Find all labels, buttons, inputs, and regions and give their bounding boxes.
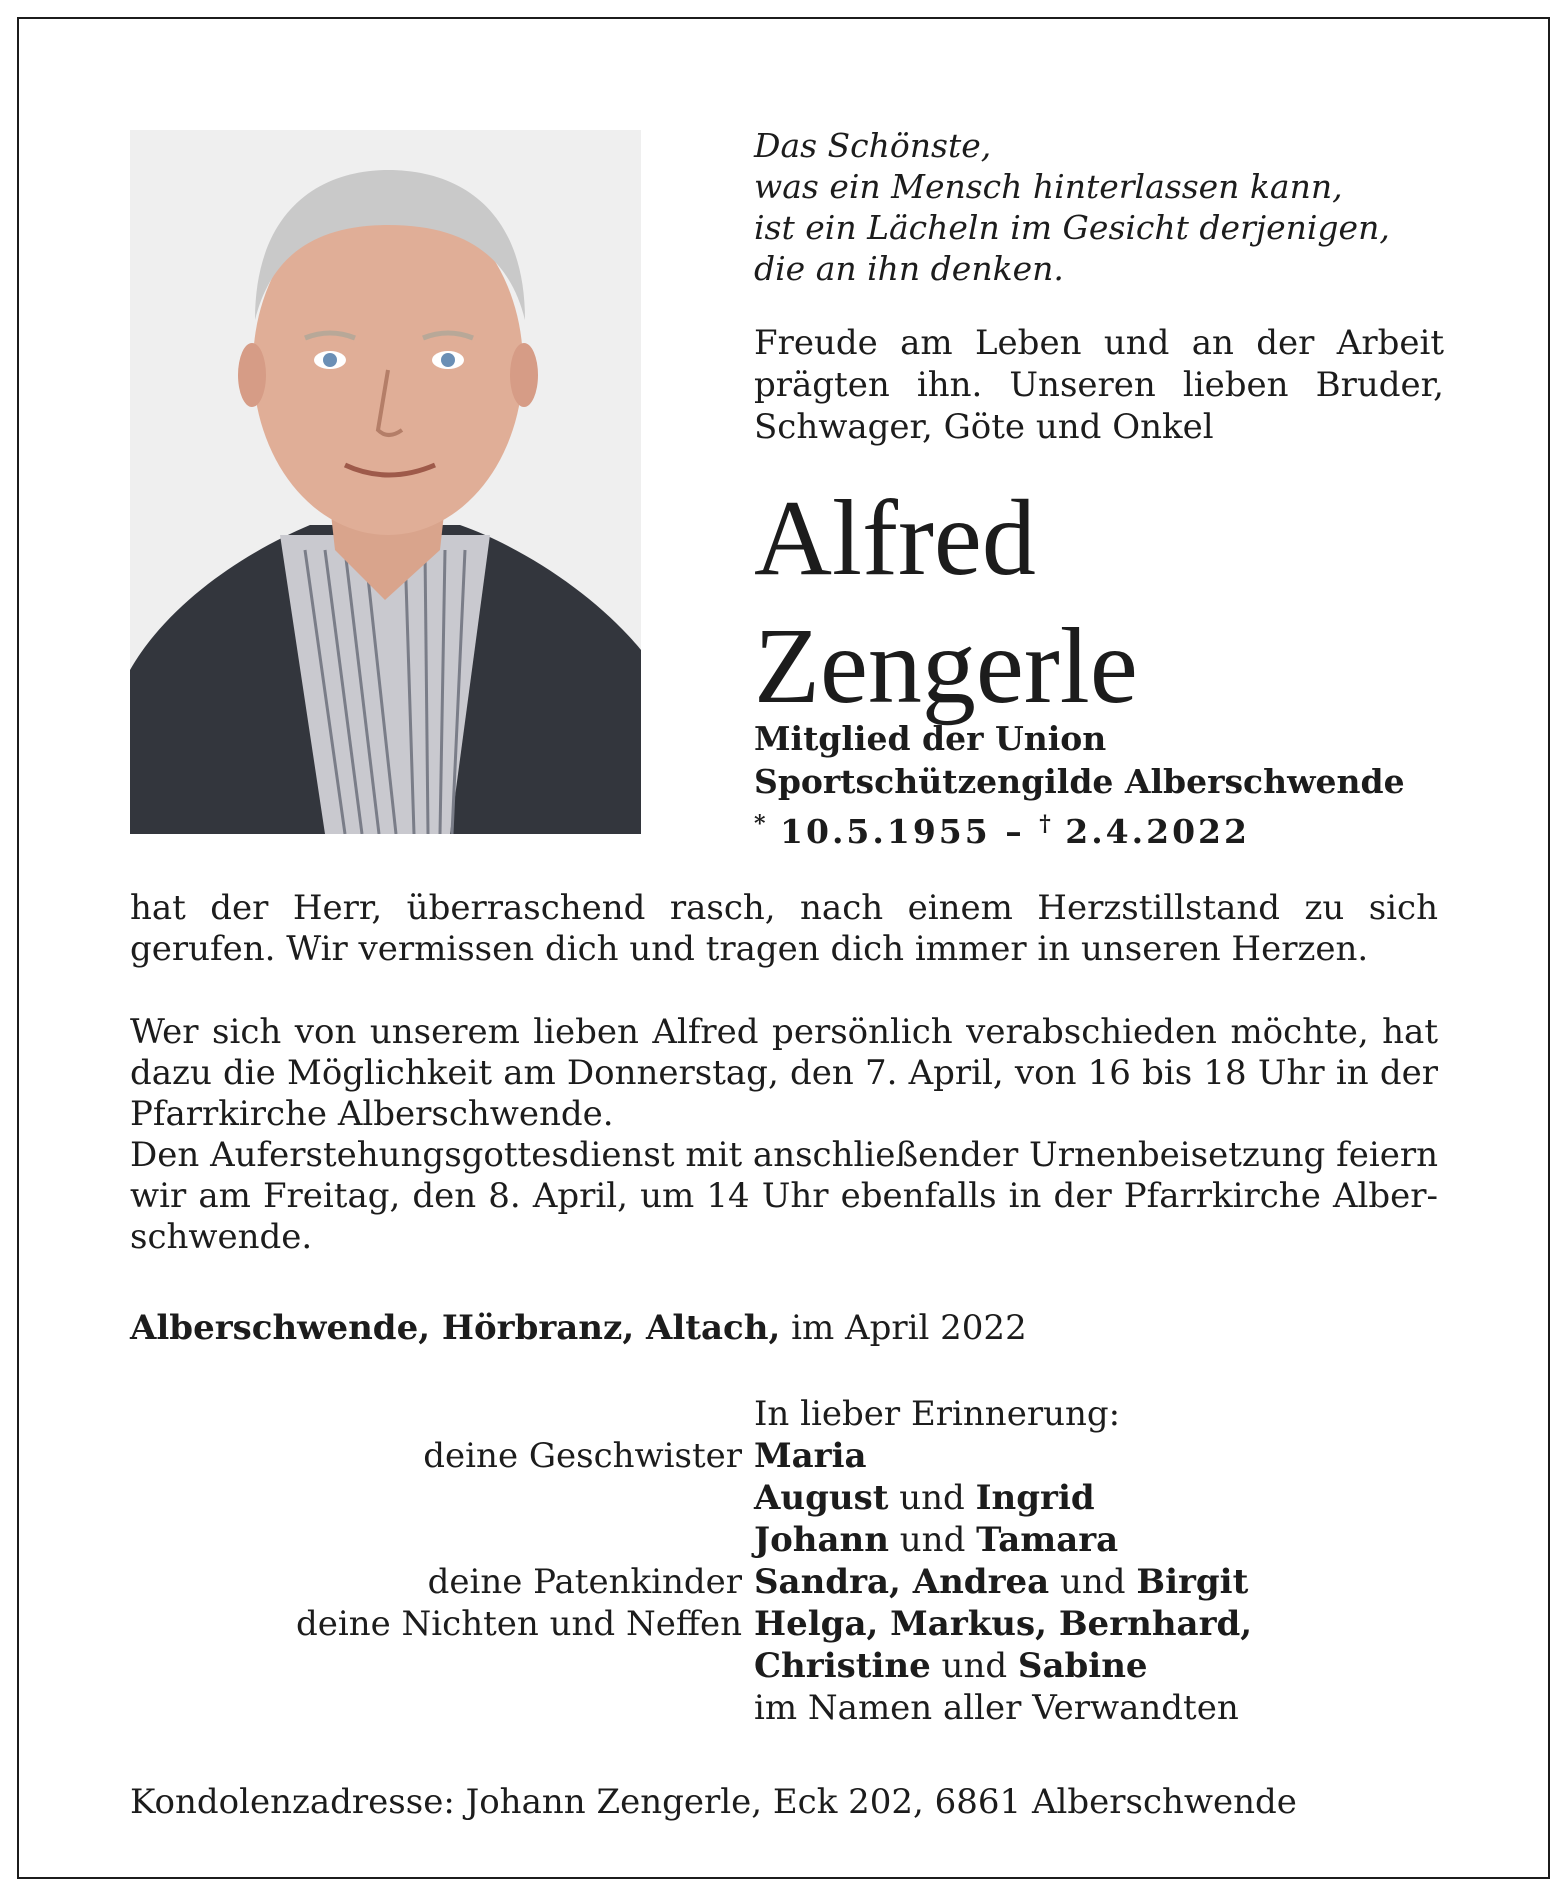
quote-line: ist ein Lächeln im Gesicht derjenigen, [754, 208, 1390, 247]
portrait-illustration [130, 130, 641, 834]
quote-line: die an ihn denken. [754, 249, 1064, 288]
sibling-name: August [754, 1478, 889, 1518]
sibling-name: Johann [754, 1520, 889, 1560]
and-word: und [899, 1478, 965, 1518]
service-paragraph [130, 1012, 1438, 1258]
death-date: 2.4.2022 [1065, 812, 1250, 851]
memorial-quote [754, 125, 1444, 289]
nieces-label: deine Nichten und Neffen [295, 1604, 742, 1644]
nieces-names: Helga, Markus, Bernhard, [754, 1604, 1253, 1644]
and-word: und [899, 1520, 966, 1560]
date-text: im April 2022 [780, 1308, 1027, 1348]
niece-name: Sabine [1017, 1646, 1148, 1686]
birth-date: 10.5.1955 [780, 812, 991, 851]
life-dates [754, 803, 1444, 853]
relatives-line: im Namen aller Verwandten [754, 1688, 1239, 1728]
place-date-line [130, 1307, 1027, 1349]
sibling-name: Maria [754, 1436, 867, 1476]
first-name: Alfred [754, 479, 1036, 598]
last-name: Zengerle [754, 607, 1138, 726]
membership-block [754, 717, 1444, 853]
birth-symbol: * [754, 811, 766, 837]
godchildren-names: Sandra, Andrea [754, 1562, 1050, 1602]
godchild-name: Birgit [1136, 1562, 1249, 1602]
signoff-block [0, 1393, 1567, 1729]
portrait-photo [130, 130, 641, 834]
membership-line: Mitglied der Union [754, 719, 1107, 758]
condolence-address: Kondolenzadresse: Johann Zengerle, Eck 202, 6861 Alberschwende [130, 1782, 1297, 1822]
niece-name: Christine [754, 1646, 931, 1686]
deceased-name [754, 475, 1444, 731]
intro-text: Freude am Leben und an der Arbeit prägten ihn. Unseren lieben Bruder, Schwager, Göte und Onkel [754, 323, 1444, 447]
announcement-paragraph: hat der Herr, überraschend rasch, nach einem Herzstillstand zu sich gerufen. Wir vermissen dich und tragen dich immer in unseren Herzen. [130, 888, 1438, 969]
date-dash: – [990, 812, 1040, 851]
and-word: und [941, 1646, 1008, 1686]
places: Alberschwende, Hörbranz, Altach, [130, 1308, 781, 1348]
quote-line: Das Schönste, [754, 126, 992, 165]
membership-line: Sportschützengilde Alberschwende [754, 762, 1405, 801]
and-word: und [1059, 1562, 1126, 1602]
farewell-text: Wer sich von unserem lieben Alfred persönlich verabschieden möchte, hat dazu die Möglichkeit am Donnerstag, den 7. April, von 16 bis 18 Uhr in der Pfarrkirche Alberschwende. [130, 1012, 1438, 1134]
quote-line: was ein Mensch hinterlassen kann, [754, 167, 1343, 206]
signoff-intro: In lieber Erinnerung: [754, 1394, 1121, 1434]
sibling-spouse: Ingrid [975, 1478, 1095, 1518]
siblings-label: deine Geschwister [423, 1436, 742, 1476]
sibling-spouse: Tamara [976, 1520, 1119, 1560]
death-symbol: † [1039, 811, 1051, 837]
funeral-text: Den Auferstehungsgottesdienst mit anschließender Urnenbeisetzung feiern wir am Freitag, den 8. April, um 14 Uhr ebenfalls in der Pfarrkirche Alber-schwende. [130, 1135, 1438, 1257]
godchildren-label: deine Patenkinder [427, 1562, 742, 1602]
